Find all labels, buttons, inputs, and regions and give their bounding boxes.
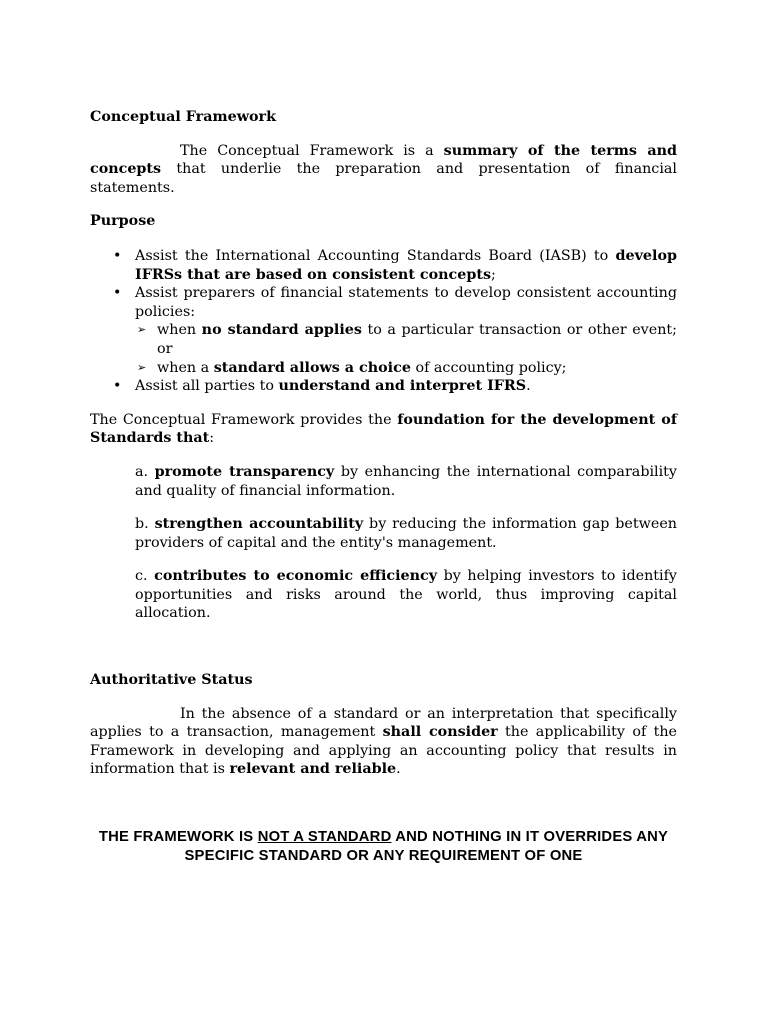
document-page: [90, 108, 677, 866]
bullet-icon: •: [113, 378, 122, 395]
list-item: • Assist the International Accounting Standards Board (IASB) to develop IFRSs that are based on consistent concepts;: [113, 247, 677, 283]
arrow-bullet-icon: ➢: [137, 323, 147, 337]
foundation-item-c: c. contributes to economic efficiency by helping investors to identify opportunities and risks around the world, thus improving capital allocation.: [135, 568, 677, 622]
foundation-item-a: a. promote transparency by enhancing the international comparability and quality of financial information.: [135, 463, 678, 499]
purpose-heading: Purpose: [90, 213, 156, 230]
list-item: • Assist preparers of financial statements to develop consistent accounting policies: ➢ when no standard applies to a particular transaction or other event; or ➢ when a standard allows a choice of accounting policy;: [113, 285, 677, 376]
foundation-item-b: b. strengthen accountability by reducing the information gap between providers of capital and the entity's management.: [135, 516, 677, 551]
authoritative-status-heading: Authoritative Status: [90, 672, 253, 689]
conceptual-framework-heading: Conceptual Framework: [90, 109, 276, 125]
sub-list-item: ➢ when a standard allows a choice of accounting policy;: [137, 359, 567, 376]
foundation-paragraph: The Conceptual Framework provides the foundation for the development of Standards that:: [90, 411, 677, 447]
bullet-icon: •: [113, 247, 122, 264]
purpose-list: [90, 247, 677, 396]
list-item: • Assist all parties to understand and interpret IFRS.: [113, 378, 531, 395]
bullet-icon: •: [113, 285, 122, 302]
conceptual-framework-intro: The Conceptual Framework is a summary of the terms and concepts that underlie the preparation and presentation of financial statements.: [90, 142, 677, 196]
sub-list: [135, 321, 677, 377]
authoritative-status-paragraph: In the absence of a standard or an interpretation that specifically applies to a transaction, management shall consider the applicability of the Framework in developing and applying an accounting policy that results in information that is relevant and reliable.: [90, 705, 677, 778]
sub-list-item: ➢ when no standard applies to a particular transaction or other event; or: [137, 322, 677, 357]
framework-disclaimer: THE FRAMEWORK IS NOT A STANDARD AND NOTHING IN IT OVERRIDES ANY SPECIFIC STANDARD OR ANY REQUIREMENT OF ONE: [98, 829, 669, 865]
arrow-bullet-icon: ➢: [137, 360, 147, 374]
not-a-standard-underlined: NOT A STANDARD: [257, 829, 392, 846]
